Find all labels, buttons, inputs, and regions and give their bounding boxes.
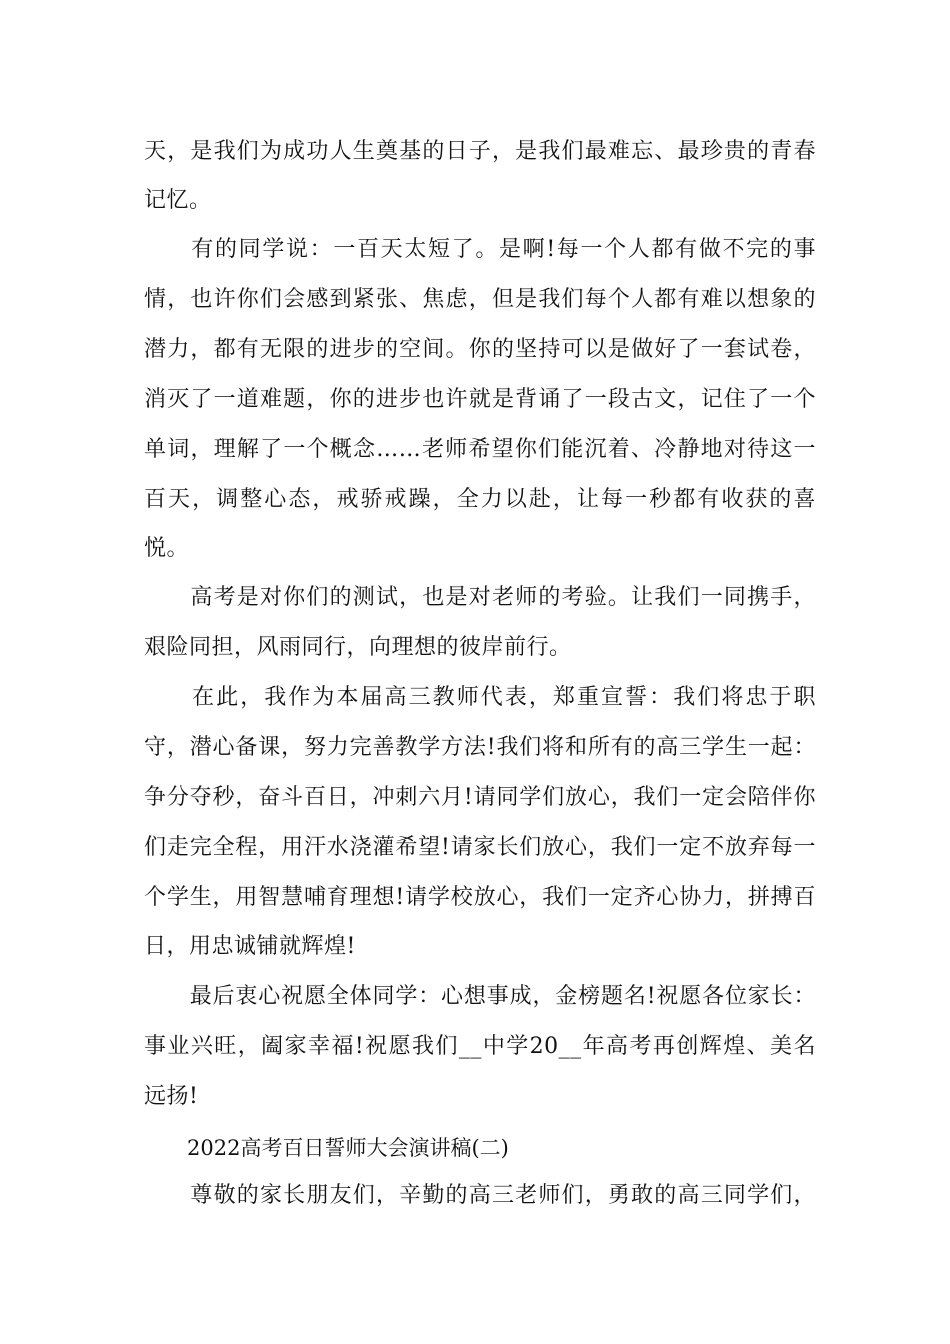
paragraph-line: 消灭了一道难题，你的进步也许就是背诵了一段古文，记住了一个 (144, 387, 816, 412)
paragraph-line: 潜力，都有无限的进步的空间。你的坚持可以是做好了一套试卷， (144, 337, 816, 362)
section-heading: 2022高考百日誓师大会演讲稿(二) (187, 1136, 509, 1160)
paragraph-line: 天，是我们为成功人生奠基的日子，是我们最难忘、最珍贵的青春 (144, 139, 816, 164)
paragraph-line: 事业兴旺，阖家幸福!祝愿我们__中学20__年高考再创辉煌、美名 (144, 1034, 816, 1059)
paragraph-line: 记忆。 (144, 188, 212, 213)
paragraph-line: 高考是对你们的测试，也是对老师的考验。让我们一同携手， (144, 585, 816, 610)
paragraph-line: 尊敬的家长朋友们，辛勤的高三老师们，勇敢的高三同学们， (144, 1183, 816, 1208)
paragraph-line: 最后衷心祝愿全体同学：心想事成，金榜题名!祝愿各位家长： (144, 984, 816, 1009)
paragraph-line: 个学生，用智慧哺育理想!请学校放心，我们一定齐心协力，拼搏百 (144, 885, 816, 910)
paragraph-line: 有的同学说：一百天太短了。是啊!每一个人都有做不完的事 (144, 237, 816, 262)
paragraph-line: 悦。 (144, 536, 190, 561)
paragraph-line: 百天，调整心态，戒骄戒躁，全力以赴，让每一秒都有收获的喜 (144, 487, 816, 512)
paragraph-line: 情，也许你们会感到紧张、焦虑，但是我们每个人都有难以想象的 (144, 287, 816, 312)
paragraph-line: 在此，我作为本届高三教师代表，郑重宣誓：我们将忠于职 (144, 685, 816, 710)
paragraph-line: 们走完全程，用汗水浇灌希望!请家长们放心，我们一定不放弃每一 (144, 835, 816, 860)
paragraph-line: 单词，理解了一个概念……老师希望你们能沉着、冷静地对待这一 (144, 437, 816, 462)
paragraph-line: 日，用忠诚铺就辉煌! (144, 934, 356, 959)
paragraph-line: 守，潜心备课，努力完善教学方法!我们将和所有的高三学生一起： (144, 735, 816, 760)
paragraph-line: 艰险同担，风雨同行，向理想的彼岸前行。 (144, 635, 572, 660)
paragraph-line: 远扬! (144, 1084, 199, 1109)
paragraph-line: 争分夺秒，奋斗百日，冲刺六月!请同学们放心，我们一定会陪伴你 (144, 785, 816, 810)
